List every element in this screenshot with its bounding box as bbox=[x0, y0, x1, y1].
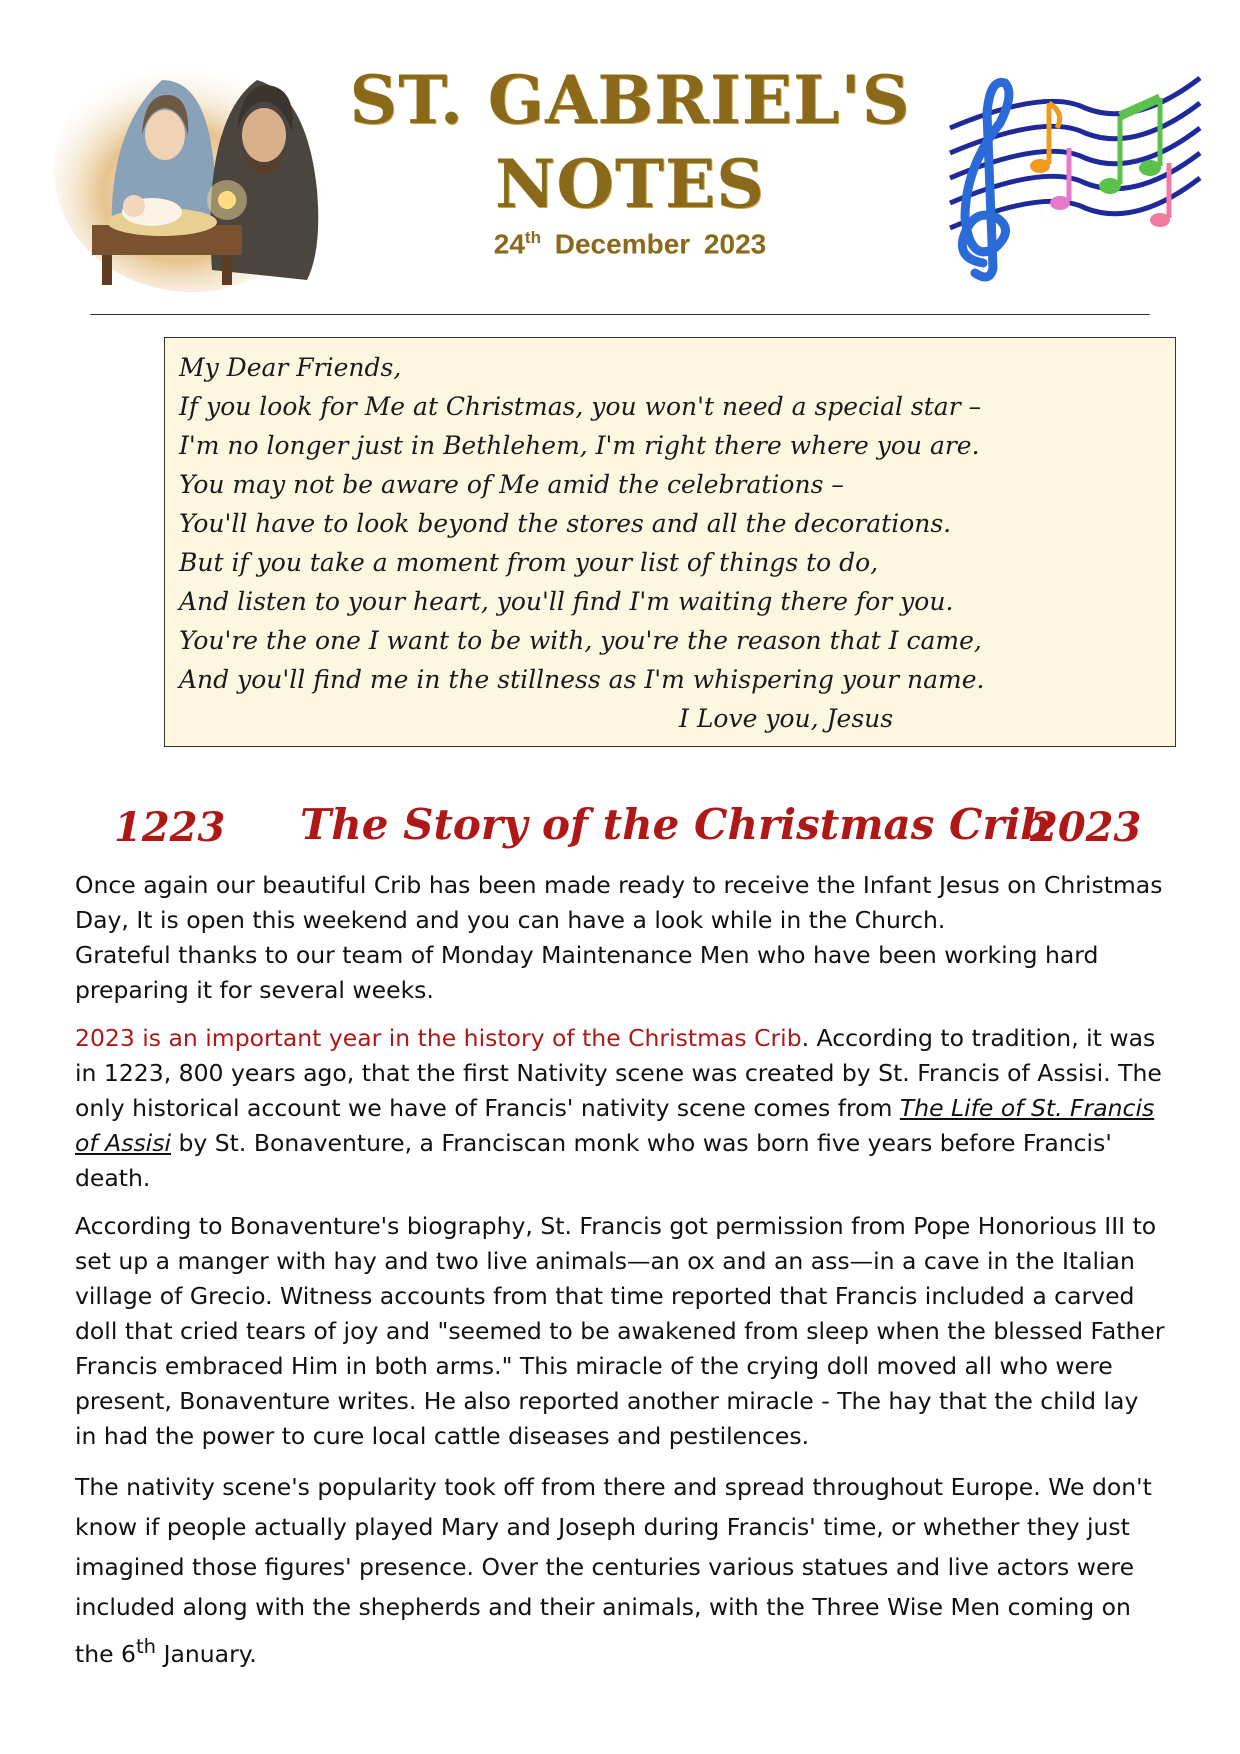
poem-line: I'm no longer just in Bethlehem, I'm right there where you are. bbox=[179, 431, 980, 460]
heading-title: The Story of the Christmas Crib bbox=[300, 800, 1050, 849]
poem-line: And listen to your heart, you'll find I'm waiting there for you. bbox=[179, 587, 954, 616]
heading-year-left: 1223 bbox=[114, 804, 226, 851]
poem-line: You may not be aware of Me amid the celebrations – bbox=[179, 470, 844, 499]
date-number: 6 bbox=[121, 1639, 136, 1668]
date-suffix: th bbox=[524, 228, 541, 247]
paragraph-text: Grateful thanks to our team of Monday Maintenance Men who have been working hard preparing it for several weeks. bbox=[75, 941, 1099, 1004]
paragraph-intro bbox=[75, 868, 1165, 1008]
date-month-year: December 2023 bbox=[554, 228, 767, 260]
article-body bbox=[75, 868, 1165, 1687]
poem-line: You're the one I want to be with, you're the reason that I came, bbox=[179, 626, 982, 655]
nativity-image bbox=[52, 40, 332, 295]
issue-date bbox=[330, 228, 930, 260]
paragraph-text: . According to tradition, it was in 1223, 800 years ago, that the first Nativity scene was created by St. Francis of Assisi. The only historical account we have of Francis' nativity scene comes from bbox=[75, 1024, 1162, 1122]
paragraph-text: Once again our beautiful Crib has been made ready to receive the Infant Jesus on Christmas Day, It is open this weekend and you can have a look while in the Church. bbox=[75, 871, 1163, 934]
paragraph-history bbox=[75, 1021, 1165, 1196]
poem-box bbox=[164, 337, 1176, 747]
music-notes-image bbox=[935, 68, 1205, 283]
header-divider bbox=[90, 314, 1150, 315]
poem-line: But if you take a moment from your list of things to do, bbox=[179, 548, 879, 577]
paragraph-text: The nativity scene's popularity took off from there and spread throughout Europe. We don't know if people actually played Mary and Joseph during Francis' time, or whether they just imagined those figures' presence. Over the centuries various statues and live actors were included along with the shepherds and their animals, with the Three Wise Men coming on the bbox=[75, 1473, 1152, 1668]
book-title: The Life of St. Francis of Assisi bbox=[75, 1094, 1155, 1157]
poem-line: You'll have to look beyond the stores and all the decorations. bbox=[179, 509, 952, 538]
poem-line: My Dear Friends, bbox=[179, 353, 402, 382]
title-line-2: NOTES bbox=[495, 145, 765, 223]
newsletter-title bbox=[330, 58, 930, 226]
paragraph-popularity bbox=[75, 1467, 1165, 1674]
section-heading bbox=[100, 800, 1140, 860]
paragraph-text: by St. Bonaventure, a Franciscan monk who was born five years before Francis' death. bbox=[75, 1129, 1112, 1192]
poem-line: And you'll find me in the stillness as I'm whispering your name. bbox=[179, 665, 985, 694]
paragraph-text: January. bbox=[156, 1639, 257, 1668]
date-day: 24 bbox=[493, 228, 525, 260]
date-suffix: th bbox=[136, 1635, 157, 1658]
poem-signature: I Love you, Jesus bbox=[679, 704, 894, 733]
heading-year-right: 2023 bbox=[1030, 804, 1142, 851]
title-line-1: ST. GABRIEL'S bbox=[349, 61, 911, 139]
poem-line: If you look for Me at Christmas, you won't need a special star – bbox=[179, 392, 982, 421]
paragraph-biography: According to Bonaventure's biography, St. Francis got permission from Pope Honorious III to set up a manger with hay and two live animals—an ox and an ass—in a cave in the Italian village of Grecio. Witness accounts from that time reported that Francis included a carved doll that cried tears of joy and "seemed to be awakened from sleep when the blessed Father Francis embraced Him in both arms." This miracle of the crying doll moved all who were present, Bonaventure writes. He also reported another miracle - The hay that the child lay in had the power to cure local cattle diseases and pestilences. bbox=[75, 1212, 1165, 1450]
highlight-text: 2023 is an important year in the history of the Christmas Crib bbox=[75, 1024, 802, 1052]
